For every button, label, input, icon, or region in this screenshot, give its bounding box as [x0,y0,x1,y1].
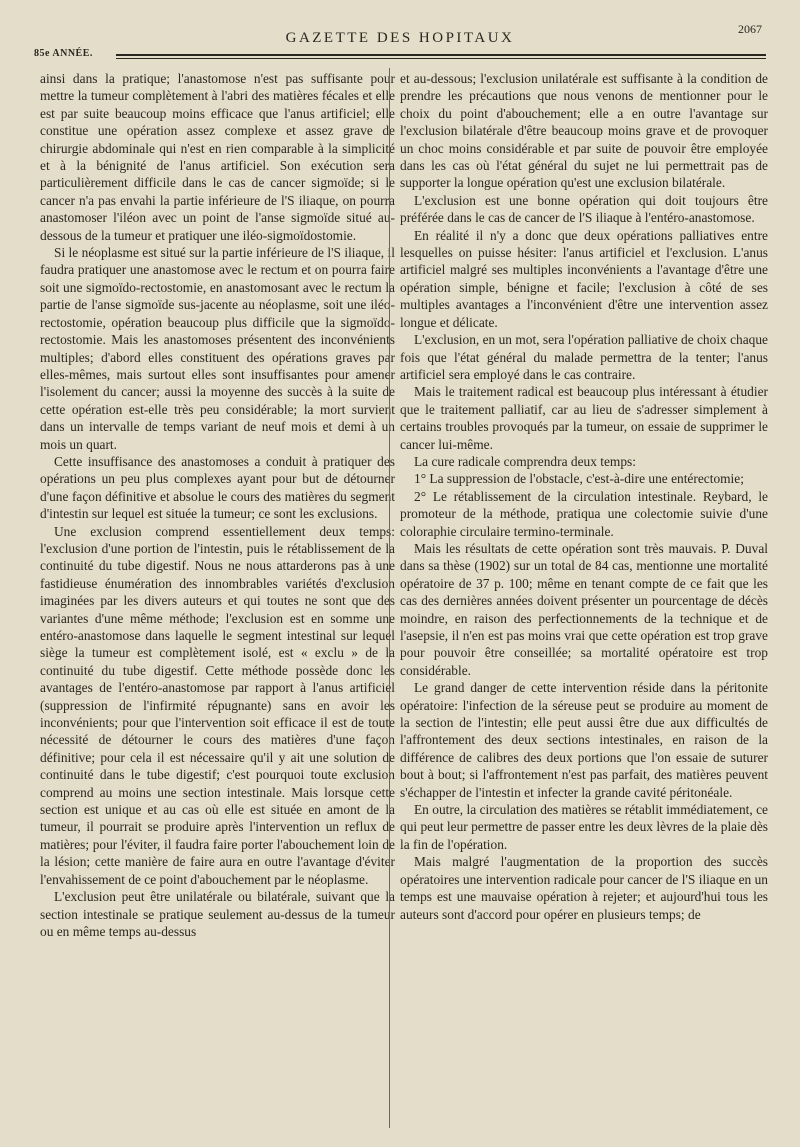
paragraph: Le grand danger de cette intervention réside dans la péritonite opératoire: l'infection de la séreuse peut se produire au moment de la section de l'intestin; elle peut aussi être due aux difficultés de l'affrontement des deux sections intestinales, en raison de la différence de calibres des deux portions que l'on essaie de suturer bout à bout; si l'affrontement n'est pas parfait, des matières peuvent s'échapper de l'intestin et infecter la grande cavité péritonéale. [400,680,768,800]
paragraph: Une exclusion comprend essentiellement deux temps: l'exclusion d'une portion de l'intestin, puis le rétablissement de la continuité du tube digestif. Nous ne nous attarderons pas à une fastidieuse énumération des innombrables variétés d'exclusion imaginées par les divers auteurs et qui toutes ne sont que des variantes d'une même méthode; l'exclusion est en somme une entéro-anastomose dans laquelle le segment intestinal sur lequel siège la tumeur est complètement isolé, est « exclu » de la continuité du tube digestif. Cette méthode possède donc les avantages de l'entéro-anastomose par rapport à l'anus artificiel (suppression de l'infirmité répugnante) sans en avoir les inconvénients; pour que l'intervention soit efficace il est de toute nécessité de détourner le cours des matières d'une façon définitive; pour cela il est nécessaire qu'il y ait une solution de continuité dans le tube digestif; c'est pourquoi toute exclusion comprend au moins une section intestinale. Mais lorsque cette section est unique et au cas où elle est située en amont de la tumeur, il pourrait se produire après l'intervention un reflux de matières; pour l'éviter, il faudra faire porter l'abouchement loin de la lésion; cette manière de faire aura en outre l'avantage d'éviter l'envahissement de ce point d'abouchement par le néoplasme. [40,523,395,887]
left-column [40,70,395,1130]
right-column [400,70,768,1130]
page-number: 2067 [738,22,762,36]
paragraph: En réalité il n'y a donc que deux opérations palliatives entre lesquelles on puisse hésiter: l'anus artificiel et l'exclusion. L'anus artificiel malgré ses multiples inconvénients a l'avantage d'être une opération simple, bénigne et facile; l'exclusion à côté de ses multiples avantages a l'inconvénient d'être une intervention assez longue et délicate. [400,227,768,330]
paragraph: Mais les résultats de cette opération sont très mauvais. P. Duval dans sa thèse (1902) sur un total de 84 cas, mentionne une mortalité opératoire de 37 p. 100; même en tenant compte de ce fait que les cas des dernières années doivent présenter un pourcentage de décès moindre, en raison des perfectionnements de la technique et de l'asepsie, il n'en est pas moins vrai que cette opération est trop grave pour pouvoir être conseillée; sa mortalité opératoire est trop considérable. [400,540,768,678]
column-divider [389,68,390,1128]
paragraph: Mais malgré l'augmentation de la proportion des succès opératoires une intervention radicale pour cancer de l'S iliaque en un temps est une mauvaise opération à rejeter; et aujourd'hui tous les auteurs sont d'accord pour opérer en plusieurs temps; de [400,854,768,922]
paragraph: 2° Le rétablissement de la circulation intestinale. Reybard, le promoteur de la méthode, pratiqua une colectomie suivie d'une coloraphie circulaire termino-terminale. [400,488,768,539]
paragraph: L'exclusion, en un mot, sera l'opération palliative de choix chaque fois que l'état général du malade permettra de la tenter; l'anus artificiel sera employé dans le cas contraire. [400,332,768,382]
paragraph: Mais le traitement radical est beaucoup plus intéressant à étudier que le traitement palliatif, car au lieu de s'adresser simplement à certains troubles provoqués par la tumeur, on essaie de supprimer le cancer lui-même. [400,384,768,452]
paragraph: L'exclusion est une bonne opération qui doit toujours être préférée dans le cas de cancer de l'S iliaque à l'entéro-anastomose. [400,192,768,226]
paragraph: ainsi dans la pratique; l'anastomose n'est pas suffisante pour mettre la tumeur complètement à l'abri des matières fécales et elle est par suite beaucoup moins efficace que l'anus artificiel; elle constitue une opération assez complexe et assez grave de chirurgie abdominale qui n'est en rien comparable à la simplicité et à la bénignité de l'anus artificiel. Son exécution sera particulièrement difficile dans le cas de cancer sigmoïde; si le cancer n'a pas envahi la partie inférieure de l'S iliaque, on pourra anastomoser l'iléon avec un point de l'anse sigmoïde situé au-dessous de la tumeur et pratiquer une iléo-sigmoïdostomie. [40,71,395,243]
paragraph: Cette insuffisance des anastomoses a conduit à pratiquer des opérations un peu plus complexes ayant pour but de détourner d'une façon définitive et absolue le cours des matières du segment d'intestin sur lequel est située la tumeur; ce sont les exclusions. [40,453,395,522]
paragraph: 1° La suppression de l'obstacle, c'est-à-dire une entérectomie; [414,471,744,487]
header-rule-thin [116,58,766,59]
header-rule [116,54,766,56]
paragraph: et au-dessous; l'exclusion unilatérale est suffisante à la condition de prendre les précautions que nous venons de mentionner pour le choix du point d'abouchement; elle a en outre l'avantage sur l'exclusion bilatérale d'être beaucoup moins grave et de provoquer un choc moins considérable et par suite de pouvoir être employée dans les cas où l'état général du sujet ne lui permettrait pas de supporter la longue opération qu'est une exclusion bilatérale. [400,71,768,191]
paragraph: En outre, la circulation des matières se rétablit immédiatement, ce qui peut leur permettre de passer entre les deux lèvres de la plaie dès la fin de l'opération. [400,802,768,852]
paragraph: L'exclusion peut être unilatérale ou bilatérale, suivant que la section intestinale se pratique seulement au-dessus de la tumeur ou en même temps au-dessus [40,889,395,939]
year-label: 85e ANNÉE. [34,48,93,59]
journal-title: GAZETTE DES HOPITAUX [285,30,515,46]
paragraph: La cure radicale comprendra deux temps: [414,453,636,469]
paragraph: Si le néoplasme est situé sur la partie inférieure de l'S iliaque, il faudra pratiquer une anastomose avec le rectum et on pourra faire soit une sigmoïdo-rectostomie, en anastomosant avec le rectum la partie de l'anse sigmoïde sus-jacente au néoplasme, soit une iléo-rectostomie, opération beaucoup plus difficile que la sigmoïdo-rectostomie. Mais les anastomoses présentent des inconvénients multiples; d'abord elles constituent des opérations graves par elles-mêmes, mais surtout elles sont insuffisantes pour amener l'isolement du cancer; aussi la moyenne des succès à la suite de cette opération est-elle très peu considérable; la mort survient dans un intervalle de temps variant de neuf mois et demi à un mois un quart. [40,245,395,452]
